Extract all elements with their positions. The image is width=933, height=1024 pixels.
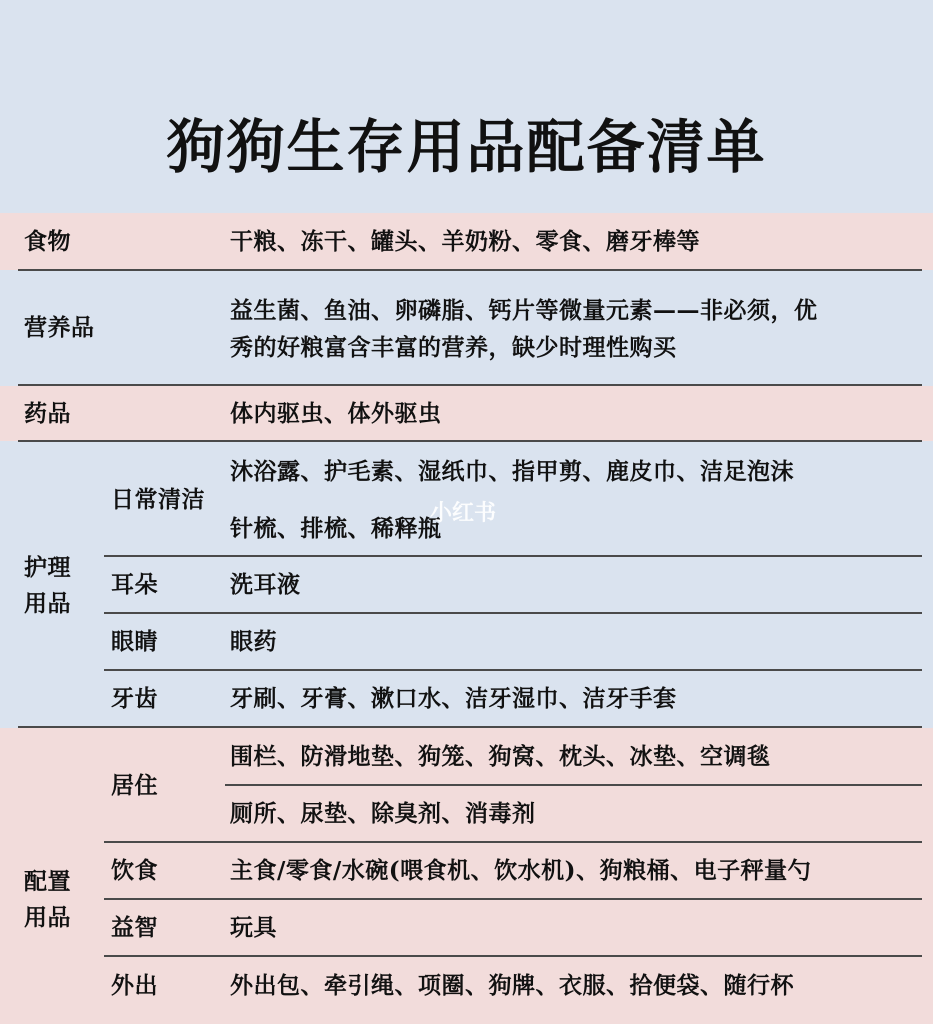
divider bbox=[104, 955, 922, 957]
item-list: 体内驱虫、体外驱虫 bbox=[230, 400, 442, 427]
divider bbox=[104, 555, 922, 557]
watermark: 小红书 bbox=[430, 500, 497, 526]
item-list: 外出包、牵引绳、项圈、狗牌、衣服、拾便袋、随行杯 bbox=[230, 972, 794, 999]
item-list: 眼药 bbox=[230, 628, 277, 655]
category-label: 食物 bbox=[24, 228, 71, 255]
item-list: 洗耳液 bbox=[230, 571, 301, 598]
subcategory-label: 牙齿 bbox=[111, 685, 158, 712]
item-list: 沐浴露、护毛素、湿纸巾、指甲剪、鹿皮巾、洁足泡沫 bbox=[230, 458, 794, 485]
subcategory-label: 耳朵 bbox=[111, 571, 158, 598]
category-label: 用品 bbox=[24, 590, 71, 617]
divider bbox=[104, 898, 922, 900]
subcategory-label: 日常清洁 bbox=[111, 486, 205, 513]
subcategory-label: 居住 bbox=[111, 772, 158, 799]
category-label: 护理 bbox=[24, 554, 71, 581]
subcategory-label: 眼睛 bbox=[111, 628, 158, 655]
subcategory-label: 益智 bbox=[111, 914, 158, 941]
item-list: 牙刷、牙膏、漱口水、洁牙湿巾、洁牙手套 bbox=[230, 685, 677, 712]
item-list: 主食/零食/水碗(喂食机、饮水机)、狗粮桶、电子秤量勺 bbox=[230, 857, 812, 884]
item-list: 干粮、冻干、罐头、羊奶粉、零食、磨牙棒等 bbox=[230, 228, 700, 255]
divider bbox=[104, 841, 922, 843]
item-list: 玩具 bbox=[230, 914, 277, 941]
item-list: 围栏、防滑地垫、狗笼、狗窝、枕头、冰垫、空调毯 bbox=[230, 743, 771, 770]
category-label: 用品 bbox=[24, 904, 71, 931]
category-label: 营养品 bbox=[24, 314, 95, 341]
divider bbox=[104, 669, 922, 671]
row-medicine bbox=[0, 386, 933, 441]
category-label: 配置 bbox=[24, 868, 71, 895]
subcategory-label: 外出 bbox=[111, 972, 158, 999]
subcategory-label: 饮食 bbox=[111, 857, 158, 884]
item-list: 秀的好粮富含丰富的营养，缺少时理性购买 bbox=[230, 334, 677, 361]
page-title: 狗狗生存用品配备清单 bbox=[166, 113, 767, 181]
item-list: 厕所、尿垫、除臭剂、消毒剂 bbox=[230, 800, 536, 827]
divider bbox=[104, 612, 922, 614]
item-list: 益生菌、鱼油、卵磷脂、钙片等微量元素——非必须，优 bbox=[230, 297, 818, 324]
divider bbox=[225, 784, 922, 786]
item-list: 针梳、排梳、稀释瓶 bbox=[230, 515, 442, 542]
category-label: 药品 bbox=[24, 400, 71, 427]
